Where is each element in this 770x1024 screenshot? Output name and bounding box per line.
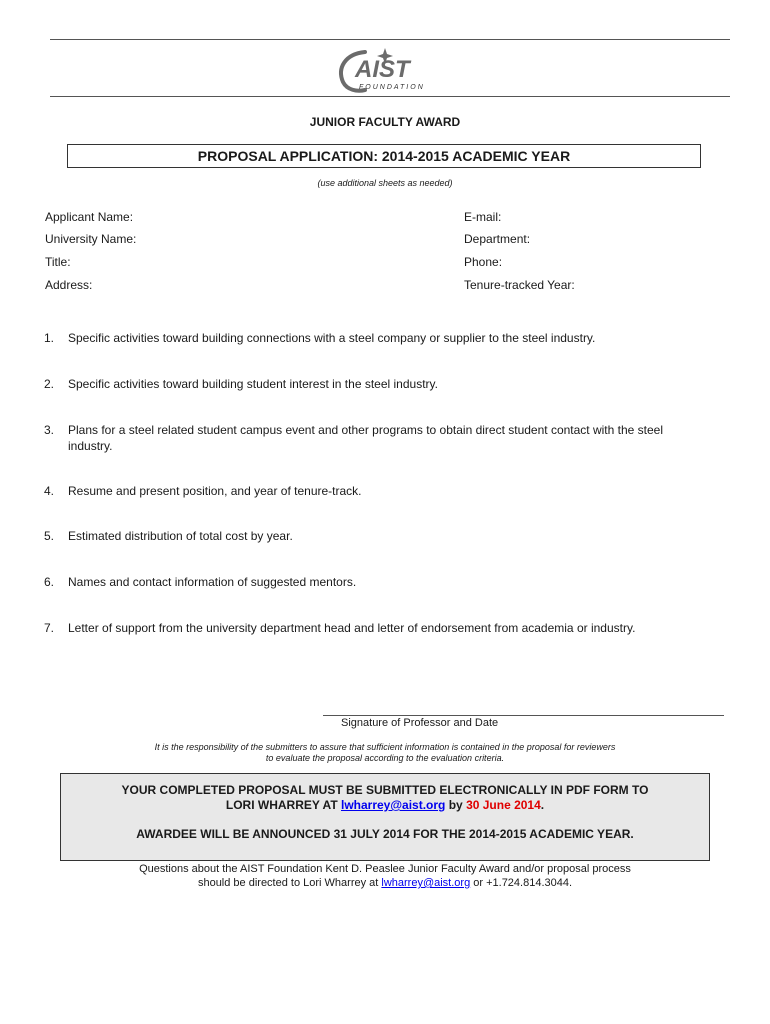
list-item bbox=[44, 483, 704, 499]
title-label: Title: bbox=[45, 255, 71, 269]
logo-main-text: AIST bbox=[355, 56, 410, 83]
item-number: 5. bbox=[44, 529, 55, 543]
item-number: 7. bbox=[44, 621, 55, 635]
award-title: JUNIOR FACULTY AWARD bbox=[309, 115, 461, 129]
questions-prefix: should be directed to Lori Wharrey at bbox=[197, 877, 382, 889]
address-label: Address: bbox=[45, 278, 93, 292]
header-bottom-rule bbox=[50, 96, 730, 97]
item-number: 6. bbox=[44, 575, 55, 589]
list-item bbox=[44, 528, 704, 544]
signature-label: Signature of Professor and Date bbox=[341, 717, 499, 729]
additional-sheets-note: (use additional sheets as needed) bbox=[317, 178, 453, 188]
questions-line-1: Questions about the AIST Foundation Kent D. Peaslee Junior Faculty Award and/or proposal process bbox=[139, 863, 631, 875]
submission-prefix: LORI WHARREY AT bbox=[225, 798, 341, 812]
item-text: Estimated distribution of total cost by year. bbox=[68, 529, 293, 543]
item-number: 3. bbox=[44, 423, 55, 437]
email-label: E-mail: bbox=[464, 210, 502, 224]
submission-line-1: YOUR COMPLETED PROPOSAL MUST BE SUBMITTED ELECTRONICALLY IN PDF FORM TO bbox=[121, 783, 649, 797]
university-name-label: University Name: bbox=[45, 232, 137, 246]
item-text: Specific activities toward building connections with a steel company or supplier to the steel industry. bbox=[68, 331, 596, 345]
tenure-year-label: Tenure-tracked Year: bbox=[464, 278, 575, 292]
proposal-title-box: PROPOSAL APPLICATION: 2014-2015 ACADEMIC YEAR bbox=[67, 144, 701, 168]
list-item bbox=[44, 376, 704, 392]
item-text: Plans for a steel related student campus event and other programs to obtain direct student contact with the steel industry. bbox=[68, 423, 664, 453]
submission-email-link[interactable]: lwharrey@aist.org bbox=[340, 798, 446, 812]
responsibility-note bbox=[100, 742, 670, 764]
submission-period: . bbox=[540, 798, 545, 812]
questions-email-link[interactable]: lwharrey@aist.org bbox=[381, 877, 471, 889]
list-item bbox=[44, 330, 704, 346]
list-item bbox=[44, 574, 704, 590]
phone-label: Phone: bbox=[464, 255, 503, 269]
responsibility-line-2: to evaluate the proposal according to the evaluation criteria. bbox=[265, 753, 505, 763]
header-top-rule bbox=[50, 39, 730, 40]
item-number: 1. bbox=[44, 331, 55, 345]
item-text: Letter of support from the university department head and letter of endorsement from academia or industry. bbox=[68, 621, 636, 635]
department-label: Department: bbox=[464, 232, 531, 246]
list-item bbox=[44, 620, 704, 636]
item-text: Names and contact information of suggested mentors. bbox=[68, 575, 357, 589]
responsibility-line-1: It is the responsibility of the submitters to assure that sufficient information is contained in the proposal for reviewers bbox=[154, 742, 616, 752]
aist-foundation-logo bbox=[335, 44, 439, 96]
item-text: Specific activities toward building student interest in the steel industry. bbox=[68, 377, 438, 391]
signature-line[interactable] bbox=[323, 715, 724, 716]
submission-box bbox=[60, 773, 710, 861]
list-item bbox=[44, 422, 704, 454]
submission-by: by bbox=[445, 798, 467, 812]
announcement-line: AWARDEE WILL BE ANNOUNCED 31 JULY 2014 FOR THE 2014-2015 ACADEMIC YEAR. bbox=[136, 827, 634, 841]
questions-line-2 bbox=[60, 876, 710, 890]
submission-deadline: 30 June 2014 bbox=[466, 798, 541, 812]
item-number: 4. bbox=[44, 484, 55, 498]
questions-suffix: or +1.724.814.3044. bbox=[470, 877, 573, 889]
submission-line-2 bbox=[61, 798, 709, 812]
applicant-name-label: Applicant Name: bbox=[45, 210, 134, 224]
item-number: 2. bbox=[44, 377, 55, 391]
item-text: Resume and present position, and year of tenure-track. bbox=[68, 484, 362, 498]
logo-sub-text: FOUNDATION bbox=[359, 84, 425, 91]
questions-note bbox=[60, 862, 710, 890]
